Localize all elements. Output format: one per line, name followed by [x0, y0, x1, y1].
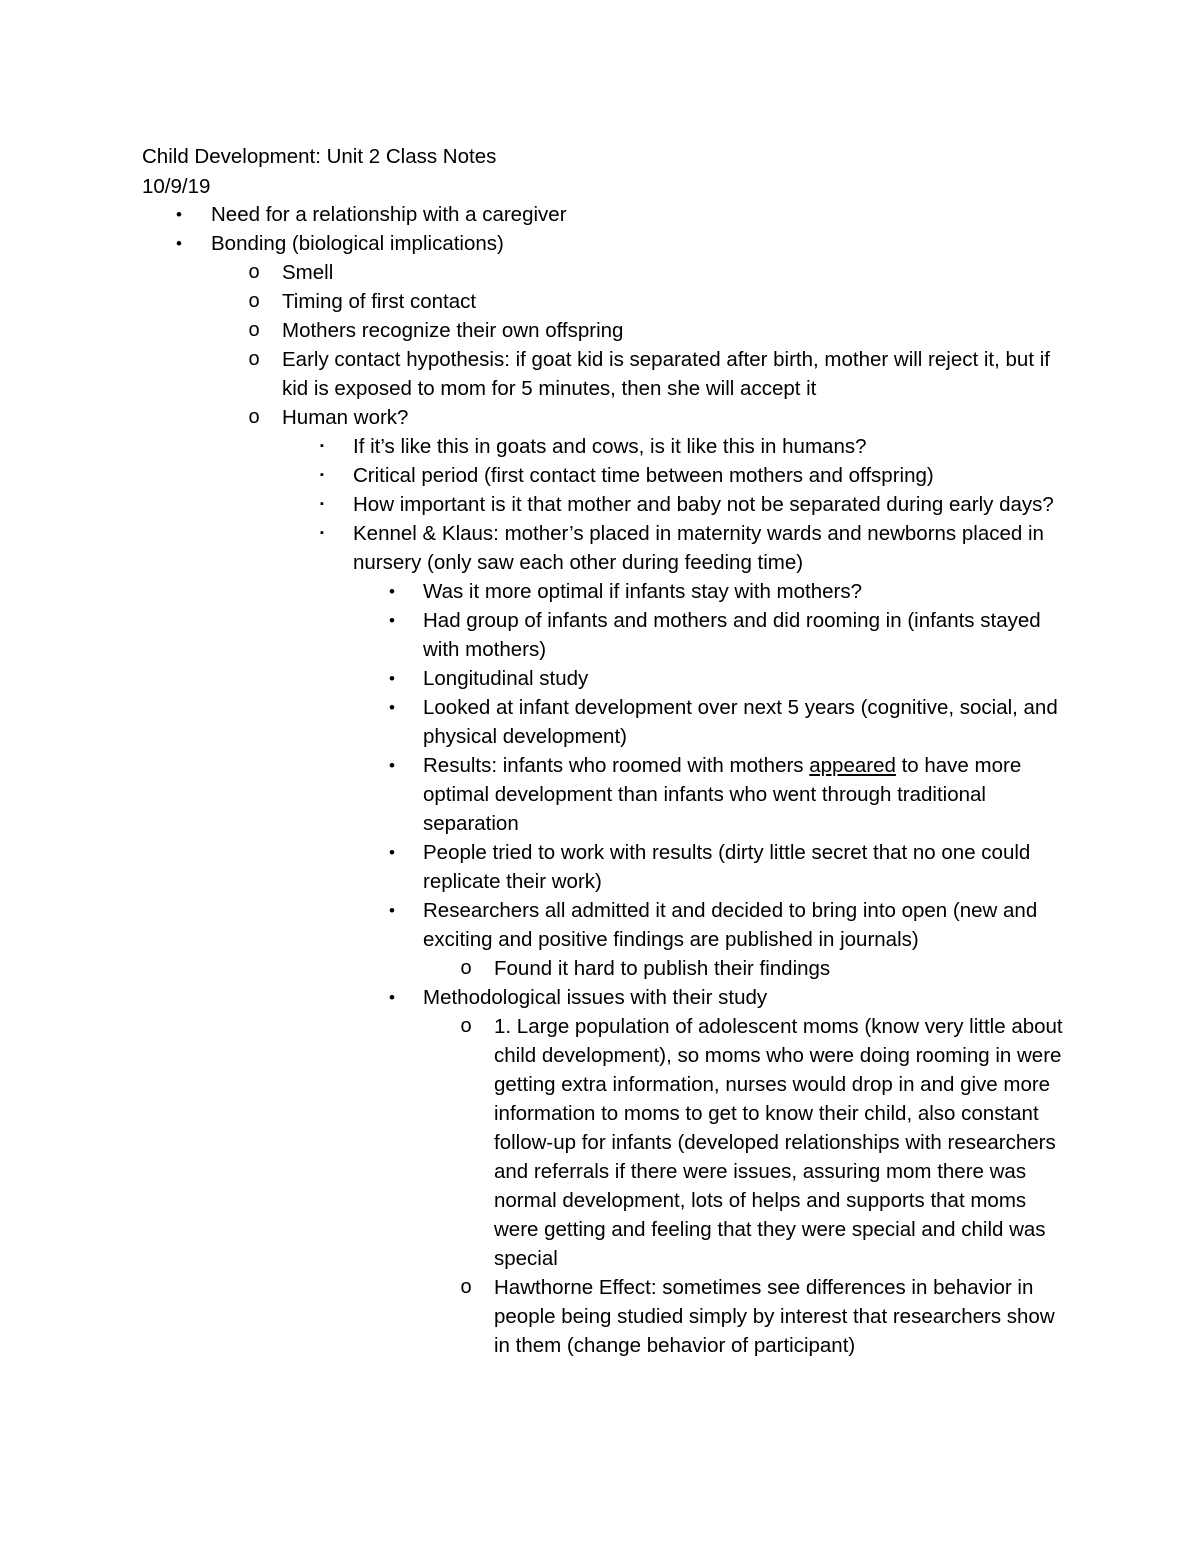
document-date: 10/9/19 [142, 175, 211, 198]
circle-marker: o [248, 319, 260, 341]
circle-marker: o [460, 957, 472, 979]
list-item [0, 751, 1200, 838]
list-item [0, 432, 1200, 461]
list-item-text: Looked at infant development over next 5 years (cognitive, social, and physical development) [423, 696, 1058, 748]
list-item [0, 664, 1200, 693]
bullet-marker: • [176, 205, 182, 224]
document-title: Child Development: Unit 2 Class Notes [142, 145, 497, 168]
list-item [0, 345, 1200, 403]
list-item [0, 229, 1200, 258]
list-item-text: If it’s like this in goats and cows, is it like this in humans? [353, 435, 867, 458]
list-item-text: Need for a relationship with a caregiver [211, 203, 567, 226]
list-item-text: Kennel & Klaus: mother’s placed in maternity wards and newborns placed in nursery (only saw each other during feeding time) [353, 522, 1044, 574]
list-item [0, 258, 1200, 287]
list-item-text: Found it hard to publish their findings [494, 957, 831, 980]
list-item [0, 896, 1200, 954]
list-item-text: Critical period (first contact time between mothers and offspring) [353, 464, 934, 487]
bullet-marker: • [176, 234, 182, 253]
list-item [0, 287, 1200, 316]
circle-marker: o [248, 406, 260, 428]
square-marker: ▪ [320, 469, 324, 481]
list-item-text: 1. Large population of adolescent moms (know very little about child development), so moms who were doing rooming in were getting extra information, nurses would drop in and give more information to moms to get to know their child, also constant follow-up for infants (developed relationships with researchers and referrals if there were issues, assuring mom there was normal development, lots of helps and supports that moms were getting and feeling that they were special and child was special [494, 1015, 1063, 1270]
list-item-text: How important is it that mother and baby not be separated during early days? [353, 493, 1054, 516]
bullet-marker: • [389, 698, 395, 717]
list-item [0, 519, 1200, 577]
list-item-text: Was it more optimal if infants stay with mothers? [423, 580, 862, 603]
list-item [0, 983, 1200, 1012]
circle-marker: o [460, 1015, 472, 1037]
list-item-text: Researchers all admitted it and decided to bring into open (new and exciting and positive findings are published in journals) [423, 899, 1038, 951]
list-item-text: Had group of infants and mothers and did rooming in (infants stayed with mothers) [423, 609, 1041, 661]
list-item [0, 1273, 1200, 1360]
bullet-marker: • [389, 669, 395, 688]
circle-marker: o [248, 348, 260, 370]
list-item-text: Human work? [282, 406, 409, 429]
list-item [0, 577, 1200, 606]
list-item-text: Mothers recognize their own offspring [282, 319, 624, 342]
list-item-text: Longitudinal study [423, 667, 589, 690]
list-item [0, 1012, 1200, 1273]
square-marker: ▪ [320, 440, 324, 452]
bullet-marker: • [389, 843, 395, 862]
bullet-marker: • [389, 611, 395, 630]
list-item [0, 461, 1200, 490]
bullet-marker: • [389, 582, 395, 601]
list-item-text: Early contact hypothesis: if goat kid is separated after birth, mother will reject it, but if kid is exposed to mom for 5 minutes, then she will accept it [282, 348, 1050, 400]
list-item-text: Methodological issues with their study [423, 986, 768, 1009]
bullet-marker: • [389, 756, 395, 775]
results-text-end: to have more optimal development than infants who went through traditional separation [423, 754, 1022, 835]
list-item-text: Bonding (biological implications) [211, 232, 504, 255]
list-item-text: People tried to work with results (dirty little secret that no one could replicate their work) [423, 841, 1031, 893]
list-item [0, 838, 1200, 896]
circle-marker: o [248, 290, 260, 312]
list-item [0, 490, 1200, 519]
square-marker: ▪ [320, 498, 324, 510]
results-text-start: Results: infants who roomed with mothers [423, 754, 810, 777]
list-item [0, 200, 1200, 229]
list-item [0, 954, 1200, 983]
notes-list [0, 200, 1200, 1360]
list-item-text [423, 751, 1073, 838]
list-item [0, 693, 1200, 751]
square-marker: ▪ [320, 527, 324, 539]
list-item-text: Hawthorne Effect: sometimes see differences in behavior in people being studied simply by interest that researchers show in them (change behavior of participant) [494, 1276, 1055, 1357]
list-item [0, 606, 1200, 664]
circle-marker: o [248, 261, 260, 283]
list-item-text: Timing of first contact [282, 290, 477, 313]
list-item-text: Smell [282, 261, 334, 284]
list-item [0, 403, 1200, 432]
bullet-marker: • [389, 988, 395, 1007]
list-item [0, 316, 1200, 345]
circle-marker: o [460, 1276, 472, 1298]
underlined-word: appeared [809, 754, 896, 777]
bullet-marker: • [389, 901, 395, 920]
